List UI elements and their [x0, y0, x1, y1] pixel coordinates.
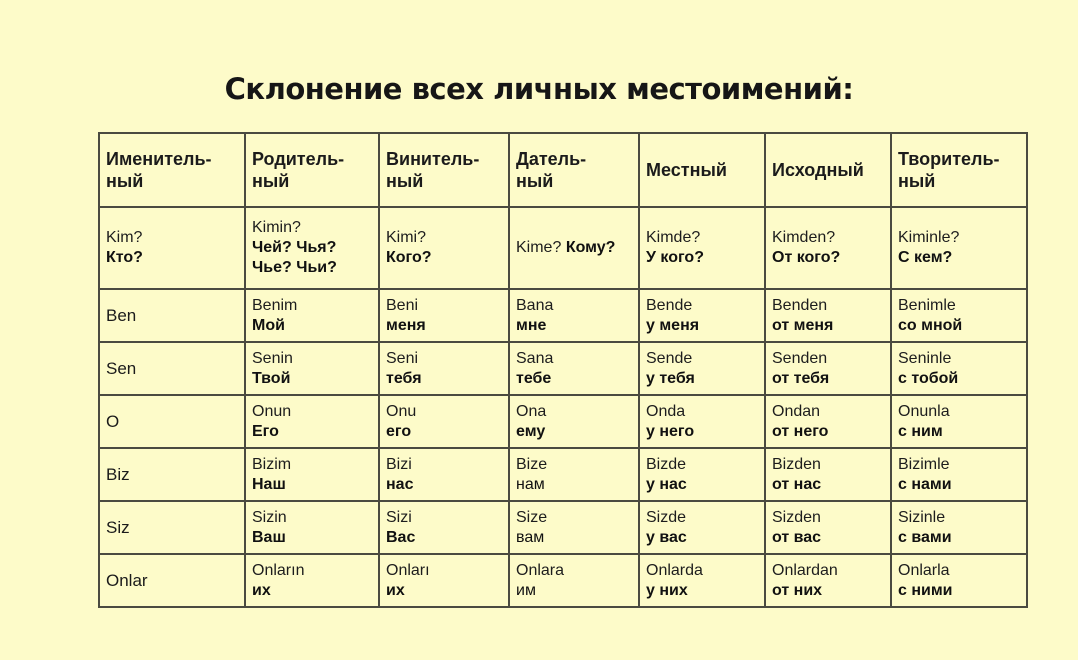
table-row — [99, 289, 1027, 342]
locative-cell: Sende у тебя — [639, 342, 765, 395]
pronoun-cell: O — [99, 395, 245, 448]
instrumental-cell: Sizinle с вами — [891, 501, 1027, 554]
question-cell-genitive: Kimin? Чей? Чья? Чье? Чьи? — [245, 207, 379, 289]
header-cell-accusative: Винитель- ный — [379, 133, 509, 207]
question-cell-instrumental: Kiminle? С кем? — [891, 207, 1027, 289]
header-cell-nominative: Именитель- ный — [99, 133, 245, 207]
instrumental-cell: Bizimle с нами — [891, 448, 1027, 501]
header-cell-locative: Местный — [639, 133, 765, 207]
instrumental-cell: Seninle с тобой — [891, 342, 1027, 395]
accusative-cell: Onu его — [379, 395, 509, 448]
table-header-row — [99, 133, 1027, 207]
accusative-cell: Onları их — [379, 554, 509, 607]
dative-cell: Onlara им — [509, 554, 639, 607]
genitive-cell: Sizin Ваш — [245, 501, 379, 554]
ablative-cell: Benden от меня — [765, 289, 891, 342]
header-cell-ablative: Исходный — [765, 133, 891, 207]
dative-cell: Size вам — [509, 501, 639, 554]
locative-cell: Bizde у нас — [639, 448, 765, 501]
question-cell-nominative: Kim? Кто? — [99, 207, 245, 289]
header-cell-dative: Датель- ный — [509, 133, 639, 207]
pronoun-cell: Ben — [99, 289, 245, 342]
locative-cell: Bende у меня — [639, 289, 765, 342]
genitive-cell: Senin Твой — [245, 342, 379, 395]
ablative-cell: Ondan от него — [765, 395, 891, 448]
table-row — [99, 448, 1027, 501]
instrumental-cell: Onlarla с ними — [891, 554, 1027, 607]
pronoun-cell: Sen — [99, 342, 245, 395]
dative-cell: Bana мне — [509, 289, 639, 342]
declension-table — [98, 132, 1028, 608]
header-cell-genitive: Родитель- ный — [245, 133, 379, 207]
genitive-cell: Benim Мой — [245, 289, 379, 342]
genitive-cell: Bizim Наш — [245, 448, 379, 501]
pronoun-cell: Siz — [99, 501, 245, 554]
question-cell-ablative: Kimden? От кого? — [765, 207, 891, 289]
pronoun-cell: Onlar — [99, 554, 245, 607]
page-title: Склонение всех личных местоимений: — [224, 72, 854, 106]
dative-cell: Sana тебе — [509, 342, 639, 395]
locative-cell: Sizde у вас — [639, 501, 765, 554]
instrumental-cell: Onunla с ним — [891, 395, 1027, 448]
header-cell-instrumental: Творитель- ный — [891, 133, 1027, 207]
locative-cell: Onlarda у них — [639, 554, 765, 607]
genitive-cell: Onun Его — [245, 395, 379, 448]
pronoun-cell: Biz — [99, 448, 245, 501]
ablative-cell: Onlardan от них — [765, 554, 891, 607]
ablative-cell: Senden от тебя — [765, 342, 891, 395]
table-row — [99, 342, 1027, 395]
question-cell-dative: Kime? Кому? — [509, 207, 639, 289]
ablative-cell: Sizden от вас — [765, 501, 891, 554]
ablative-cell: Bizden от нас — [765, 448, 891, 501]
question-cell-locative: Kimde? У кого? — [639, 207, 765, 289]
table-row — [99, 554, 1027, 607]
question-cell-accusative: Kimi? Кого? — [379, 207, 509, 289]
instrumental-cell: Benimle со мной — [891, 289, 1027, 342]
dative-cell: Bize нам — [509, 448, 639, 501]
question-row — [99, 207, 1027, 289]
genitive-cell: Onların их — [245, 554, 379, 607]
accusative-cell: Sizi Вас — [379, 501, 509, 554]
accusative-cell: Seni тебя — [379, 342, 509, 395]
table-row — [99, 395, 1027, 448]
dative-cell: Ona ему — [509, 395, 639, 448]
accusative-cell: Bizi нас — [379, 448, 509, 501]
accusative-cell: Beni меня — [379, 289, 509, 342]
table-row — [99, 501, 1027, 554]
locative-cell: Onda у него — [639, 395, 765, 448]
